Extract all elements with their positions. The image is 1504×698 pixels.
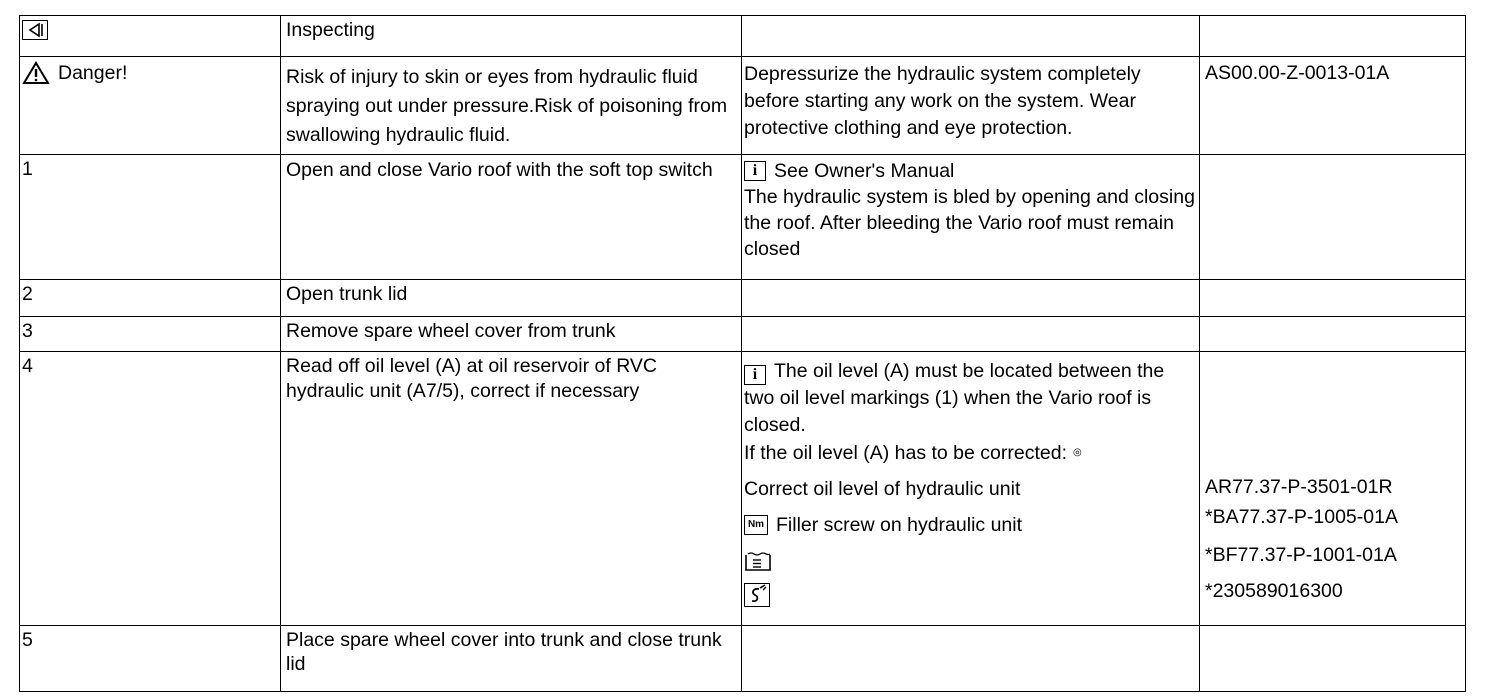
step-number: 5 (22, 629, 33, 651)
sub-step (744, 510, 1195, 540)
danger-risk-text: Risk of injury to skin or eyes from hydraulic fluid spraying out under pressure.Risk of poisoning from swallowing hydraulic fluid. (286, 66, 728, 146)
step-text: Open and close Vario roof with the soft top switch (286, 159, 713, 181)
warning-icon (22, 61, 50, 85)
info-icon: i (744, 365, 766, 385)
sub-step (744, 580, 1195, 610)
danger-reference-link[interactable]: AS00.00-Z-0013-01A (1205, 62, 1390, 84)
reference-link[interactable]: *BF77.37-P-1001-01A (1205, 544, 1397, 566)
danger-label: Danger! (58, 62, 128, 84)
owners-manual-link[interactable]: See Owner's Manual (774, 160, 955, 182)
procedure-table (19, 15, 1466, 692)
step-row-1 (20, 155, 1466, 280)
info-icon: i (744, 161, 766, 181)
reference-link[interactable]: *BA77.37-P-1005-01A (1205, 506, 1398, 528)
step-row-2 (20, 280, 1466, 317)
step-row-4 (20, 352, 1466, 626)
step-row-5 (20, 626, 1466, 692)
sub-step (744, 546, 1195, 576)
sub-step-label: Correct oil level of hydraulic unit (744, 478, 1021, 500)
condition-text: If the oil level (A) has to be corrected: (744, 441, 1067, 464)
danger-measure-text: Depressurize the hydraulic system completely before starting any work on the system. Wear protective clothing and eye protection. (744, 63, 1141, 139)
procedure-icon (22, 20, 48, 40)
reference-link[interactable]: AR77.37-P-3501-01R (1205, 476, 1393, 498)
step-text: Place spare wheel cover into trunk and close trunk lid (286, 629, 722, 675)
step-text: Remove spare wheel cover from trunk (286, 320, 616, 342)
header-row (20, 16, 1466, 57)
danger-row (20, 57, 1466, 155)
step-text: Read off oil level (A) at oil reservoir of RVC hydraulic unit (A7/5), correct if necessary (286, 355, 658, 402)
fluid-icon (744, 550, 772, 572)
step-number: 4 (22, 355, 33, 377)
step-text: Open trunk lid (286, 283, 408, 305)
step-number: 1 (22, 158, 33, 180)
step-number: 3 (22, 320, 33, 342)
step-row-3 (20, 317, 1466, 352)
sub-step-label: Filler screw on hydraulic unit (776, 514, 1023, 536)
reference-link[interactable]: *230589016300 (1205, 580, 1343, 602)
tool-icon (744, 583, 770, 607)
oil-level-note: i The oil level (A) must be located between the two oil level markings (1) when the Vario roof is closed. (744, 360, 1165, 436)
sub-step (744, 474, 1195, 504)
step-number: 2 (22, 283, 33, 305)
page-title: Inspecting (286, 19, 375, 41)
step-note: The hydraulic system is bled by opening and closing the roof. After bleeding the Vario roof must remain closed (744, 186, 1195, 260)
condition-mark-icon: ◎ (1073, 446, 1082, 458)
torque-icon: Nm (744, 515, 768, 535)
